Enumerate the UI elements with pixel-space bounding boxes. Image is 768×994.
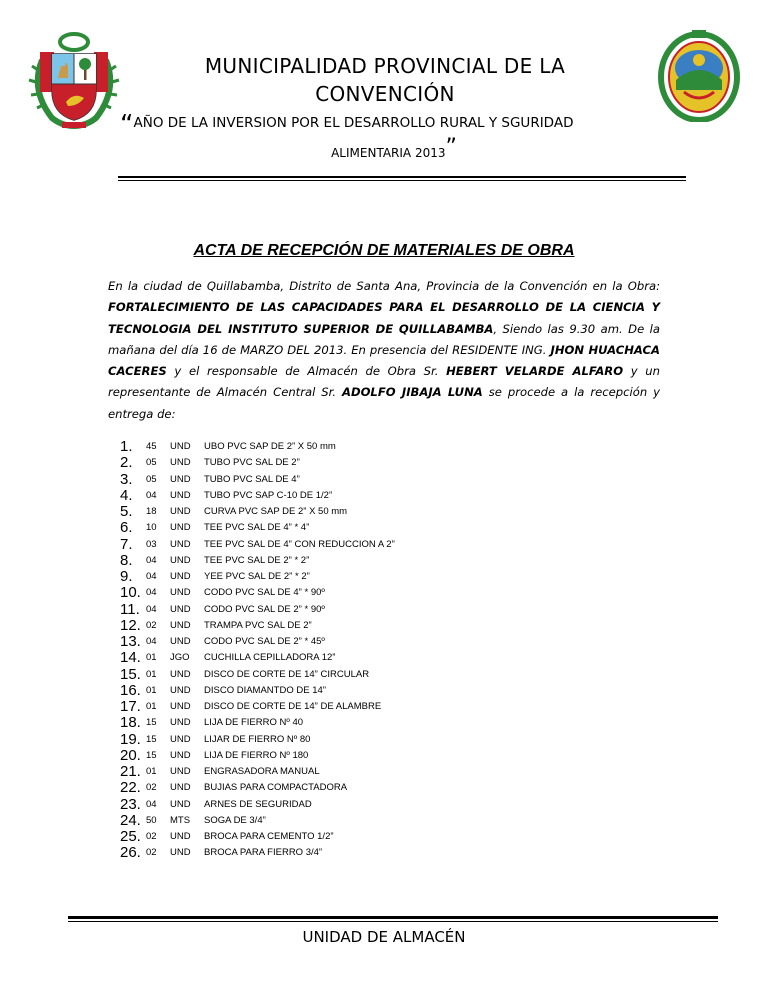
- item-description: CODO PVC SAL DE 2” * 90º: [204, 603, 325, 615]
- item-description: DISCO DE CORTE DE 14” DE ALAMBRE: [204, 701, 382, 712]
- item-number: 2.: [120, 454, 133, 472]
- item-quantity: 04: [146, 489, 157, 501]
- item-quantity: 15: [146, 749, 157, 761]
- para-part-5: se procede a la recepción y entrega de:: [108, 385, 660, 421]
- item-unit: UND: [170, 701, 191, 712]
- footer-unit-label: UNIDAD DE ALMACÉN: [302, 928, 466, 946]
- para-part-1: En la ciudad de Quillabamba, Distrito de Santa Ana, Provincia de la Convención en la Obra:: [108, 279, 660, 293]
- item-number: 1.: [120, 438, 133, 455]
- item-description: SOGA DE 3/4”: [204, 814, 266, 826]
- list-item: [120, 746, 309, 764]
- item-description: TRAMPA PVC SAL DE 2”: [204, 619, 312, 631]
- item-number: 6.: [120, 519, 133, 537]
- list-item: [120, 503, 348, 520]
- item-description: CURVA PVC SAP DE 2” X 50 mm: [204, 506, 348, 517]
- item-quantity: 04: [146, 554, 157, 566]
- item-number: 9.: [120, 568, 133, 585]
- item-description: ENGRASADORA MANUAL: [204, 766, 320, 777]
- para-part-2: , Siendo las 9.30 am. De la mañana del día 16 de MARZO DEL 2013. En presencia del RESIDENTE ING.: [108, 321, 660, 357]
- list-item: [120, 795, 312, 813]
- list-item: [120, 763, 320, 780]
- item-description: CODO PVC SAL DE 2” * 45º: [204, 636, 325, 647]
- item-quantity: 02: [146, 847, 157, 859]
- municipal-seal-icon: [654, 30, 744, 122]
- intro-paragraph: [108, 276, 660, 425]
- item-quantity: 18: [146, 506, 157, 517]
- item-quantity: 01: [146, 652, 157, 664]
- item-number: 10.: [120, 584, 141, 602]
- item-description: BROCA PARA FIERRO 3/4”: [204, 847, 323, 859]
- item-quantity: 02: [146, 619, 157, 631]
- item-quantity: 10: [146, 522, 157, 534]
- item-unit: UND: [170, 733, 191, 745]
- list-item: [120, 665, 370, 683]
- list-item: [120, 438, 336, 455]
- footer-rule-thin: [68, 921, 718, 922]
- list-item: [120, 486, 333, 504]
- list-item: [120, 681, 326, 699]
- item-quantity: 04: [146, 603, 157, 615]
- item-number: 17.: [120, 698, 141, 715]
- item-description: BUJIAS PARA COMPACTADORA: [204, 782, 348, 794]
- item-quantity: 45: [146, 441, 157, 452]
- item-unit: UND: [170, 766, 191, 777]
- item-description: CUCHILLA CEPILLADORA 12”: [204, 652, 336, 664]
- year-slogan-line-2: [0, 135, 768, 160]
- item-description: CODO PVC SAL DE 4” * 90º: [204, 587, 325, 599]
- item-description: TUBO PVC SAP C-10 DE 1/2”: [204, 489, 333, 501]
- item-number: 3.: [120, 470, 133, 488]
- item-description: ARNES DE SEGURIDAD: [204, 798, 312, 810]
- item-unit: UND: [170, 831, 191, 842]
- header-rule-thick: [118, 176, 686, 178]
- item-description: LIJA DE FIERRO Nº 180: [204, 749, 309, 761]
- item-number: 13.: [120, 633, 141, 650]
- list-item: [120, 844, 323, 862]
- materials-list: [120, 438, 395, 862]
- item-number: 14.: [120, 649, 141, 667]
- item-quantity: 50: [146, 814, 157, 826]
- item-quantity: 04: [146, 636, 157, 647]
- item-unit: UND: [170, 522, 191, 534]
- item-number: 11.: [120, 600, 140, 618]
- item-description: TEE PVC SAL DE 2” * 2”: [204, 554, 310, 566]
- item-description: DISCO DIAMANTDO DE 14”: [204, 684, 326, 696]
- item-quantity: 05: [146, 473, 157, 485]
- central-rep-name: ADOLFO JIBAJA LUNA: [341, 385, 483, 400]
- item-number: 21.: [120, 763, 141, 780]
- item-number: 12.: [120, 616, 141, 634]
- warehouse-manager-name: HEBERT VELARDE ALFARO: [446, 364, 624, 379]
- footer-rule-thick: [68, 916, 718, 919]
- item-unit: UND: [170, 571, 191, 582]
- list-item: [120, 730, 311, 748]
- item-unit: UND: [170, 782, 191, 794]
- item-quantity: 01: [146, 701, 157, 712]
- item-unit: UND: [170, 798, 191, 810]
- item-quantity: 01: [146, 766, 157, 777]
- list-item: [120, 519, 310, 537]
- title-line-2: CONVENCIÓN: [315, 82, 455, 106]
- list-item: [120, 649, 336, 667]
- slogan-text-1: AÑO DE LA INVERSION POR EL DESARROLLO RURAL Y SGURIDAD: [133, 115, 574, 131]
- item-description: TEE PVC SAL DE 4” CON REDUCCION A 2”: [204, 538, 395, 550]
- item-number: 23.: [120, 795, 141, 813]
- item-unit: UND: [170, 636, 191, 647]
- item-number: 25.: [120, 828, 141, 845]
- item-unit: UND: [170, 668, 191, 680]
- peru-coat-of-arms-icon: [28, 30, 120, 130]
- item-number: 24.: [120, 811, 141, 829]
- item-unit: UND: [170, 441, 191, 452]
- item-unit: UND: [170, 538, 191, 550]
- item-quantity: 03: [146, 538, 157, 550]
- list-item: [120, 714, 304, 732]
- item-unit: JGO: [170, 652, 190, 664]
- para-part-4: y un representante de Almacén Central Sr.: [108, 364, 660, 400]
- item-number: 18.: [120, 714, 141, 732]
- item-number: 5.: [120, 503, 133, 520]
- item-description: BROCA PARA CEMENTO 1/2”: [204, 831, 334, 842]
- para-part-3: y el responsable de Almacén de Obra Sr.: [166, 364, 447, 379]
- open-quote: “: [120, 110, 134, 140]
- item-unit: UND: [170, 684, 191, 696]
- item-unit: UND: [170, 847, 191, 859]
- list-item: [120, 535, 395, 553]
- title-line-1: MUNICIPALIDAD PROVINCIAL DE LA: [204, 54, 566, 78]
- item-description: TEE PVC SAL DE 4” * 4”: [204, 522, 310, 534]
- list-item: [120, 616, 312, 634]
- list-item: [120, 779, 348, 797]
- item-description: UBO PVC SAP DE 2” X 50 mm: [204, 441, 336, 452]
- item-quantity: 05: [146, 457, 157, 469]
- item-number: 16.: [120, 681, 141, 699]
- list-item: [120, 811, 266, 829]
- item-quantity: 02: [146, 782, 157, 794]
- item-number: 8.: [120, 551, 133, 569]
- item-unit: UND: [170, 457, 191, 469]
- item-quantity: 01: [146, 668, 157, 680]
- close-quote: ”: [445, 135, 457, 160]
- item-unit: UND: [170, 554, 191, 566]
- item-quantity: 15: [146, 717, 157, 729]
- list-item: [120, 633, 325, 650]
- item-number: 26.: [120, 844, 141, 862]
- item-unit: UND: [170, 587, 191, 599]
- item-quantity: 04: [146, 571, 157, 582]
- item-quantity: 15: [146, 733, 157, 745]
- item-number: 19.: [120, 730, 141, 748]
- item-description: YEE PVC SAL DE 2” * 2”: [204, 571, 310, 582]
- resident-name: JHON HUACHACA CACERES: [108, 342, 660, 379]
- item-number: 4.: [120, 486, 133, 504]
- list-item: [120, 551, 310, 569]
- slogan-text-2: ALIMENTARIA 2013: [331, 146, 446, 160]
- year-slogan-line-1: [120, 110, 574, 140]
- list-item: [120, 584, 325, 602]
- item-unit: UND: [170, 603, 191, 615]
- list-item: [120, 698, 382, 715]
- list-item: [120, 828, 334, 845]
- item-description: TUBO PVC SAL DE 2”: [204, 457, 300, 469]
- item-description: LIJAR DE FIERRO Nº 80: [204, 733, 311, 745]
- list-item: [120, 568, 310, 585]
- item-description: TUBO PVC SAL DE 4”: [204, 473, 300, 485]
- item-number: 22.: [120, 779, 141, 797]
- item-unit: UND: [170, 506, 191, 517]
- item-unit: UND: [170, 489, 191, 501]
- project-name: FORTALECIMIENTO DE LAS CAPACIDADES PARA EL DESARROLLO DE LA CIENCIA Y TECNOLOGIA DEL INSTITUTO SUPERIOR DE QUILLABAMBA: [108, 300, 660, 336]
- item-unit: UND: [170, 619, 191, 631]
- list-item: [120, 600, 325, 618]
- item-unit: UND: [170, 749, 191, 761]
- item-unit: UND: [170, 473, 191, 485]
- item-number: 15.: [120, 665, 141, 683]
- item-number: 20.: [120, 746, 141, 764]
- item-description: LIJA DE FIERRO Nº 40: [204, 717, 304, 729]
- list-item: [120, 454, 300, 472]
- item-number: 7.: [120, 535, 133, 553]
- item-quantity: 01: [146, 684, 157, 696]
- municipality-name: [150, 52, 620, 108]
- item-description: DISCO DE CORTE DE 14” CIRCULAR: [204, 668, 370, 680]
- document-title: ACTA DE RECEPCIÓN DE MATERIALES DE OBRA: [193, 242, 575, 259]
- item-unit: MTS: [170, 814, 191, 826]
- item-quantity: 02: [146, 831, 157, 842]
- list-item: [120, 470, 300, 488]
- header-rule-thin: [118, 180, 686, 181]
- item-unit: UND: [170, 717, 191, 729]
- item-quantity: 04: [146, 587, 157, 599]
- item-quantity: 04: [146, 798, 157, 810]
